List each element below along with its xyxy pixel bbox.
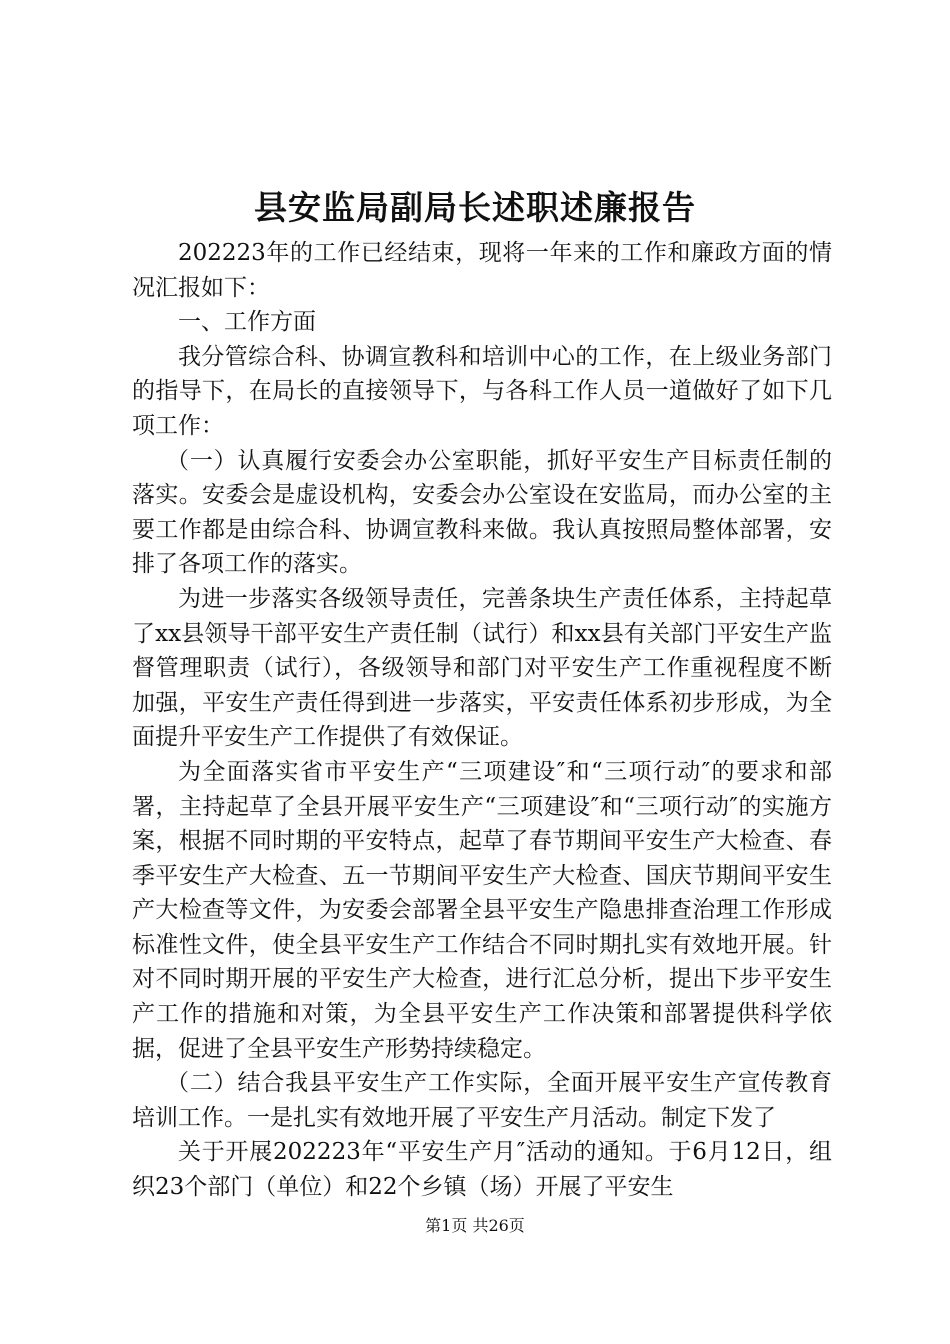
paragraph-safety-month: 关于开展202223年“平安生产月″活动的通知。于6月12日，组织23个部门（单位）和22个乡镇（场）开展了平安生 <box>132 1139 832 1201</box>
document-title: 县安监局副局长述职述廉报告 <box>254 188 696 227</box>
paragraph-responsibility-system: 为进一步落实各级领导责任，完善条块生产责任体系，主持起草了xx县领导干部平安生产责任制（试行）和xx县有关部门平安生产监督管理职责（试行），各级领导和部门对平安生产工作重视程度不断加强，平安生产责任得到进一步落实，平安责任体系初步形成，为全面提升平安生产工作提供了有效保证。 <box>132 585 832 751</box>
paragraph-three-constructions: 为全面落实省市平安生产“三项建设″和“三项行动″的要求和部署，主持起草了全县开展平安生产“三项建设″和“三项行动″的实施方案，根据不同时期的平安特点，起草了春节期间平安生产大检查、春季平安生产大检查、五一节期间平安生产大检查、国庆节期间平安生产大检查等文件，为安委会部署全县平安生产隐患排查治理工作形成标准性文件，使全县平安生产工作结合不同时期扎实有效地开展。针对不同时期开展的平安生产大检查，进行汇总分析，提出下步平安生产工作的措施和对策，为全县平安生产工作决策和部署提供科学依据，促进了全县平安生产形势持续稳定。 <box>132 758 832 1062</box>
document-body <box>132 236 832 1205</box>
page-number-footer: 第1页 共26页 <box>425 1216 525 1235</box>
paragraph-responsibilities: 我分管综合科、协调宣教科和培训中心的工作，在上级业务部门的指导下，在局长的直接领导下，与各科工作人员一道做好了如下几项工作： <box>132 343 832 439</box>
paragraph-item-one: （一）认真履行安委会办公室职能，抓好平安生产目标责任制的落实。安委会是虚设机构，安委会办公室设在安监局，而办公室的主要工作都是由综合科、协调宣教科来做。我认真按照局整体部署，安排了各项工作的落实。 <box>132 447 832 578</box>
paragraph-item-two: （二）结合我县平安生产工作实际，全面开展平安生产宣传教育培训工作。一是扎实有效地开展了平安生产月活动。制定下发了 <box>132 1070 832 1131</box>
section-heading-work: 一、工作方面 <box>178 309 316 336</box>
paragraph-intro: 202223年的工作已经结束，现将一年来的工作和廉政方面的情况汇报如下： <box>132 240 832 301</box>
